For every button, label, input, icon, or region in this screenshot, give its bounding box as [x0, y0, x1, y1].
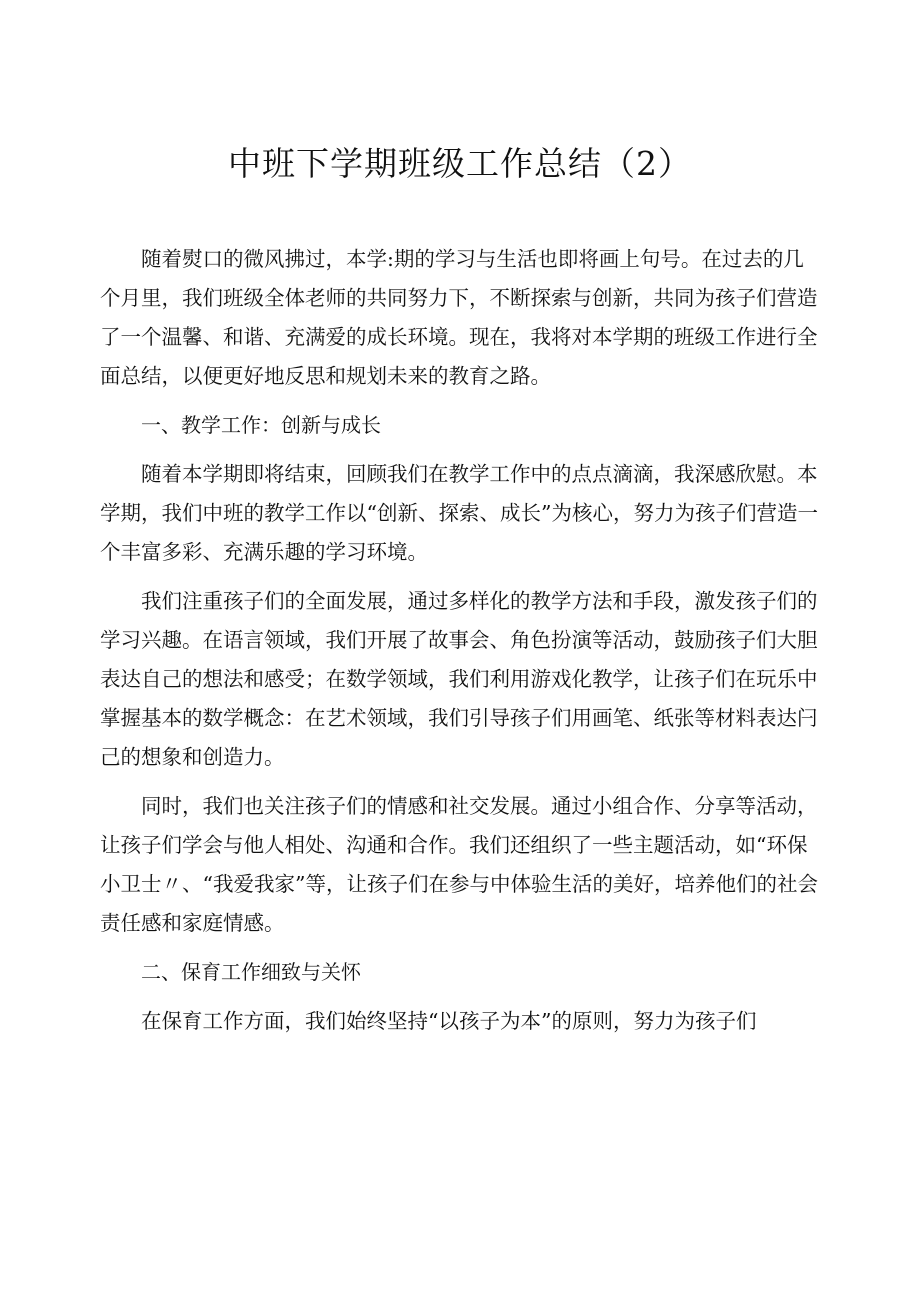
section-heading-teaching: 一、教学工作：创新与成长 [141, 413, 381, 437]
intro-paragraph: 随着熨口的微风拂过，本学:期的学习与生活也即将画上句号。在过去的几个月里，我们班级全体老师的共同努力下，不断探索与创新，共同为孩子们营造了一个温馨、和谐、充满爱的成长环境。现在，我将对本学期的班级工作进行全面总结，以便更好地反思和规划未来的教育之路。 [100, 247, 818, 388]
teaching-paragraph-2: 我们注重孩子们的全面发展，通过多样化的教学方法和手段，激发孩子们的学习兴趣。在语言领域，我们开展了故事会、角色扮演等活动，鼓励孩子们大胆表达自己的想法和感受；在数学领域，我们利用游戏化教学，让孩子们在玩乐中掌握基本的数学概念：在艺术领域，我们引导孩子们用画笔、纸张等材料表达闩己的想象和创造力。 [100, 589, 818, 769]
section-heading-care: 二、保育工作细致与关怀 [141, 960, 361, 984]
teaching-paragraph-3: 同时，我们也关注孩子们的情感和社交发展。通过小组合作、分享等活动，让孩子们学会与他人相处、沟通和合作。我们还组织了一些主题活动，如“环保小卫士〃、“我爱我家”等，让孩子们在参与中体验生活的美好，培养他们的社会责任感和家庭情感。 [100, 794, 818, 935]
page-title: 中班下学期班级工作总结（2） [228, 144, 692, 183]
teaching-paragraph-1: 随着本学期即将结束，回顾我们在教学工作中的点点滴滴，我深感欣慰。本学期，我们中班的教学工作以“创新、探索、成长”为核心，努力为孩子们营造一个丰富多彩、充满乐趣的学习环境。 [100, 462, 818, 564]
care-paragraph-1: 在保育工作方面，我们始终坚持“以孩子为本”的原则，努力为孩子们 [141, 1009, 757, 1033]
document-body [100, 240, 822, 1051]
